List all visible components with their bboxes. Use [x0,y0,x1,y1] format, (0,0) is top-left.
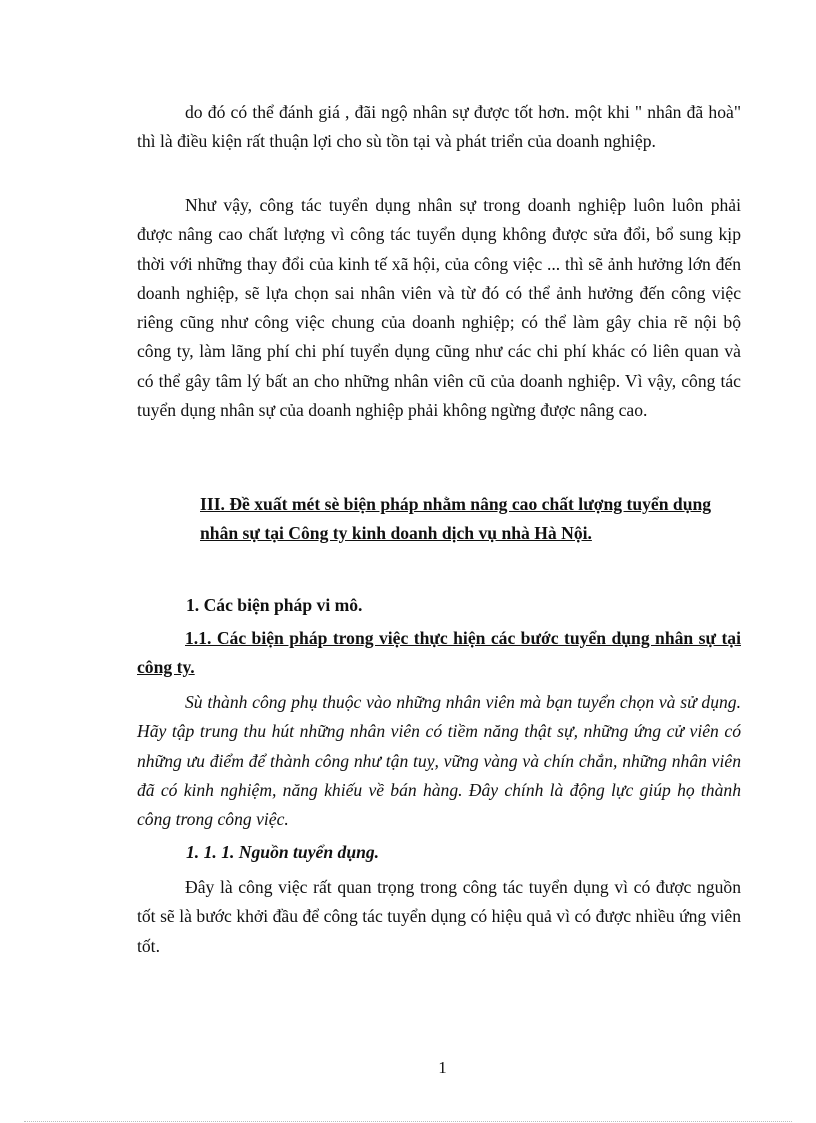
page-bottom-rule [24,1121,792,1122]
subsection-heading-1-1: 1.1. Các biện pháp trong việc thực hiện các bước tuyển dụng nhân sự tại công ty. [137,628,741,677]
section-heading-iii: III. Đề xuất mét sè biện pháp nhằm nâng cao chất lượng tuyển dụng nhân sự tại Công ty kinh doanh dịch vụ nhà Hà Nội. [200,494,712,543]
subsection-heading-1: 1. Các biện pháp vi mô. [186,595,363,615]
body-paragraph-last: Đây là công việc rất quan trọng trong công tác tuyển dụng vì có được nguồn tốt sẽ là bước khởi đầu để công tác tuyển dụng có hiệu quả vì có được nhiều ứng viên tốt. [137,877,741,956]
body-paragraph-1: do đó có thể đánh giá , đãi ngộ nhân sự được tốt hơn. một khi " nhân đã hoà" thì là điều kiện rất thuận lợi cho sù tồn tại và phát triển của doanh nghiệp. [137,102,741,152]
italic-body-paragraph: Sù thành công phụ thuộc vào những nhân viên mà bạn tuyển chọn và sử dụng. Hãy tập trung thu hút những nhân viên có tiềm năng thật sự, những ứng cử viên có những ưu điểm để thành công như tận tuỵ, vững vàng và chín chắn, những nhân viên đã có kinh nghiệm, năng khiếu về bán hàng. Đây chính là động lực giúp họ thành công trong công việc. [137,692,741,830]
body-paragraph-2: Như vậy, công tác tuyển dụng nhân sự trong doanh nghiệp luôn luôn phải được nâng cao chất lượng vì công tác tuyển dụng không được sửa đổi, bổ sung kịp thời với những thay đổi của kinh tế xã hội, của công việc ... thì sẽ ảnh hưởng lớn đến doanh nghiệp, sẽ lựa chọn sai nhân viên và từ đó có thể ảnh hưởng đến công việc riêng cũng như công việc chung của doanh nghiệp; có thể làm gây chia rẽ nội bộ công ty, làm lãng phí chi phí tuyển dụng cũng như các chi phí khác có liên quan và có thể gây tâm lý bất an cho những nhân viên cũ của doanh nghiệp. Vì vậy, công tác tuyển dụng nhân sự của doanh nghiệp phải không ngừng được nâng cao. [137,195,741,421]
page-number: 1 [438,1058,447,1077]
subsection-heading-1-1-1: 1. 1. 1. Nguồn tuyển dụng. [186,842,380,862]
